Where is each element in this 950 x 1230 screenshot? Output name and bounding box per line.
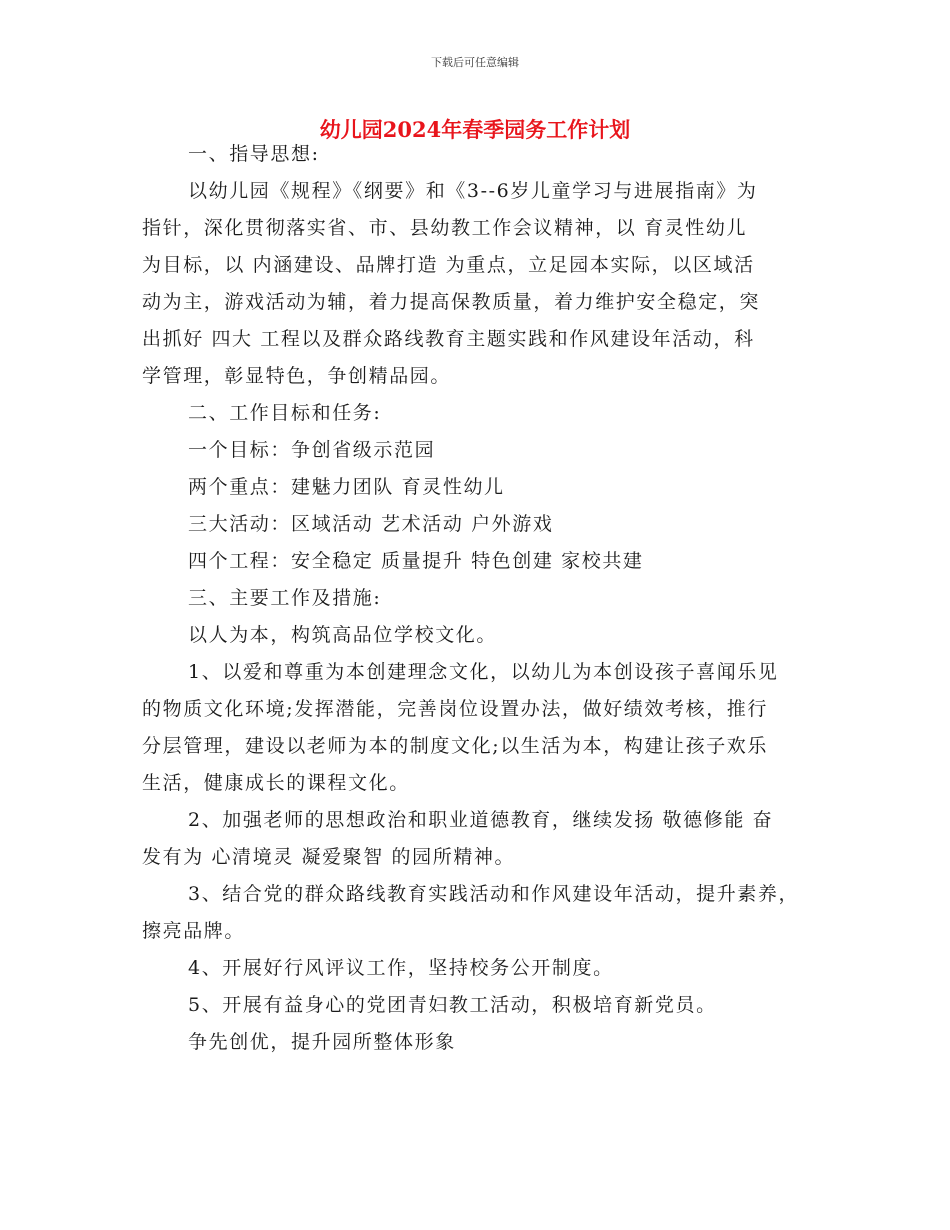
- paragraph-line: 出抓好 四大 工程以及群众路线教育主题实践和作风建设年活动，科: [142, 328, 755, 350]
- goal-item: 四个工程：安全稳定 质量提升 特色创建 家校共建: [188, 550, 644, 572]
- paragraph-line: 2、加强老师的思想政治和职业道德教育，继续发扬 敬德修能 奋: [188, 809, 774, 831]
- goal-item: 三大活动：区域活动 艺术活动 户外游戏: [188, 513, 554, 535]
- subheading-image: 争先创优，提升园所整体形象: [188, 1031, 456, 1053]
- section-heading-measures: 三、主要工作及措施:: [188, 587, 382, 609]
- goal-item: 一个目标：争创省级示范园: [188, 439, 436, 461]
- paragraph-line: 指针，深化贯彻落实省、市、县幼教工作会议精神，以 育灵性幼儿: [142, 217, 748, 239]
- paragraph-line: 发有为 心清境灵 凝爱聚智 的园所精神。: [142, 846, 516, 868]
- subheading-culture: 以人为本，构筑高品位学校文化。: [188, 624, 498, 646]
- paragraph-line: 4、开展好行风评议工作，坚持校务公开制度。: [188, 957, 614, 979]
- goal-item: 两个重点：建魅力团队 育灵性幼儿: [188, 476, 505, 498]
- paragraph-line: 为目标，以 内涵建设、品牌打造 为重点，立足园本实际，以区域活: [142, 254, 755, 276]
- paragraph-line: 擦亮品牌。: [142, 920, 246, 942]
- section-heading-goals: 二、工作目标和任务:: [188, 402, 382, 424]
- paragraph-line: 学管理，彰显特色，争创精品园。: [142, 365, 452, 387]
- section-heading-guiding-thought: 一、指导思想:: [188, 143, 320, 165]
- paragraph-line: 动为主，游戏活动为辅，着力提高保教质量，着力维护安全稳定，突: [142, 291, 761, 313]
- document-title: 幼儿园2024年春季园务工作计划: [319, 117, 631, 142]
- paragraph-line: 3、结合党的群众路线教育实践活动和作风建设年活动，提升素养，: [188, 883, 800, 905]
- paragraph-line: 5、开展有益身心的党团青妇教工活动，积极培育新党员。: [188, 994, 717, 1016]
- page-header-note: 下载后可任意编辑: [431, 56, 519, 69]
- paragraph-line: 的物质文化环境;发挥潜能，完善岗位设置办法，做好绩效考核，推行: [142, 698, 769, 720]
- paragraph-line: 1、以爱和尊重为本创建理念文化，以幼儿为本创设孩子喜闻乐见: [188, 661, 779, 683]
- paragraph-line: 以幼儿园《规程》《纲要》和《3--6岁儿童学习与进展指南》为: [188, 180, 758, 202]
- paragraph-line: 生活，健康成长的课程文化。: [142, 772, 410, 794]
- paragraph-line: 分层管理，建设以老师为本的制度文化;以生活为本，构建让孩子欢乐: [142, 735, 769, 757]
